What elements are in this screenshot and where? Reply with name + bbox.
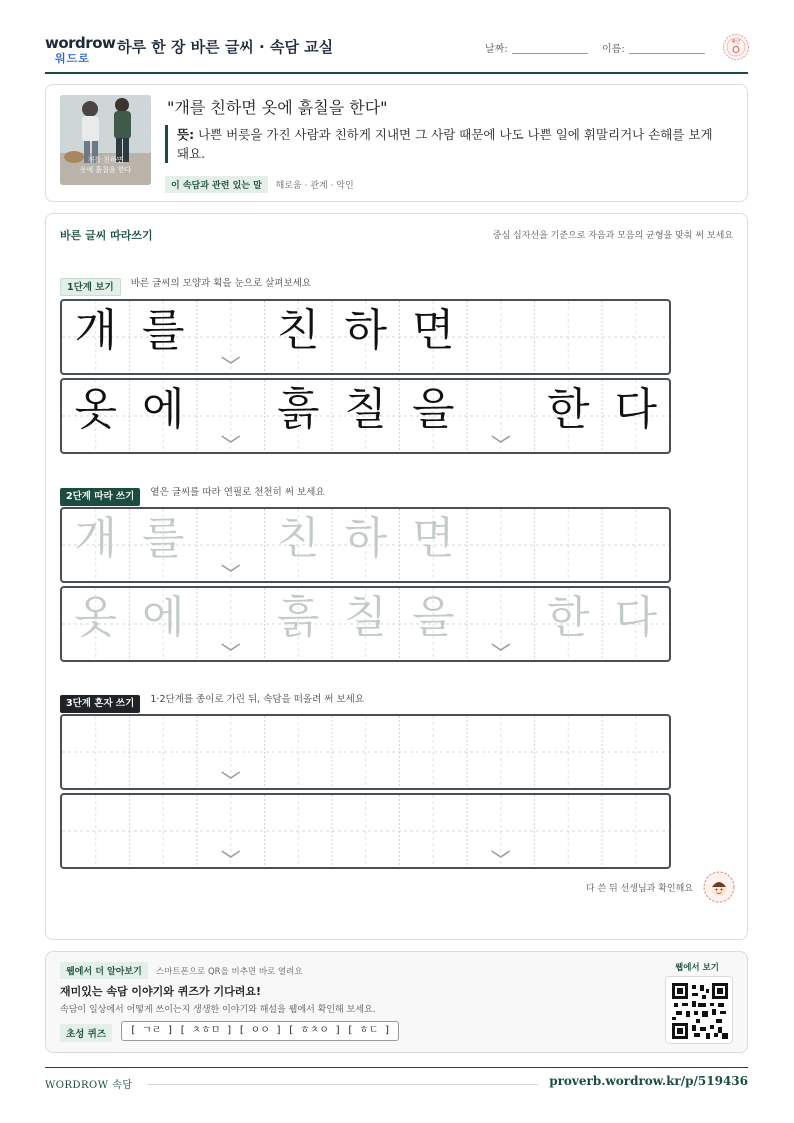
writing-cell[interactable]: 친 bbox=[276, 513, 320, 564]
writing-grid bbox=[62, 795, 669, 867]
writing-cell: 을 bbox=[411, 384, 455, 435]
writing-cell: 를 bbox=[141, 305, 185, 356]
logo-korean: 워드로 bbox=[55, 52, 90, 65]
qr-code[interactable] bbox=[665, 976, 733, 1044]
writing-cell: 칠 bbox=[344, 384, 387, 435]
meaning-text: 나쁜 버릇을 가진 사람과 친하게 지내면 그 사람 때문에 나도 나쁜 일에 휘말리거나 손해를 보게 돼요. bbox=[177, 127, 713, 161]
writing-cell: 면 bbox=[411, 305, 455, 356]
stage-2-row-1[interactable] bbox=[60, 507, 671, 583]
stage-2-row-2[interactable] bbox=[60, 586, 671, 662]
practice-card bbox=[45, 213, 748, 940]
stage-2-header bbox=[60, 484, 325, 502]
cover-title-line-1: 개를 친하면 bbox=[87, 156, 124, 164]
footer-divider bbox=[45, 1067, 748, 1068]
writing-cell: 옷 bbox=[74, 384, 117, 435]
date-blank[interactable] bbox=[512, 53, 588, 54]
chosung-quiz: [ ㄱㄹ ] [ ㅊㅎㅁ ] [ ㅇㅇ ] [ ㅎㅊㅇ ] [ ㅎㄷ ] bbox=[121, 1021, 399, 1041]
footer-url[interactable]: proverb.wordrow.kr/p/519436 bbox=[549, 1074, 748, 1088]
chosung-quiz-badge: 초성 퀴즈 bbox=[60, 1024, 112, 1042]
logo-wordmark: wordrow bbox=[45, 34, 116, 52]
writing-cell[interactable]: 를 bbox=[141, 513, 185, 564]
writing-cell: 에 bbox=[141, 384, 185, 435]
writing-cell[interactable]: 옷 bbox=[74, 592, 117, 643]
related-tags bbox=[165, 176, 354, 193]
svg-text:확인: 확인 bbox=[731, 40, 741, 45]
proverb-info-card bbox=[45, 84, 748, 202]
writing-cell[interactable]: 을 bbox=[411, 592, 455, 643]
stage-3-desc: 1·2단계를 종이로 가린 뒤, 속담을 떠올려 써 보세요 bbox=[150, 694, 365, 705]
check-stamp-icon bbox=[722, 33, 750, 61]
writing-cell: 흙 bbox=[276, 384, 320, 435]
footer-brand: WORDROW 속담 bbox=[45, 1080, 133, 1091]
page-header bbox=[45, 30, 748, 74]
stage-3-row-1[interactable] bbox=[60, 714, 671, 790]
writing-grid bbox=[62, 716, 669, 788]
practice-tip: 중심 십자선을 기준으로 자음과 모음의 균형을 맞춰 써 보세요 bbox=[492, 231, 733, 241]
practice-title: 바른 글씨 따라쓰기 bbox=[60, 229, 153, 242]
stage-2-badge: 2단계 따라 쓰기 bbox=[60, 488, 140, 506]
teacher-stamp-icon bbox=[703, 871, 735, 903]
web-headline: 재미있는 속담 이야기와 퀴즈가 기다려요! bbox=[60, 985, 261, 998]
related-badge: 이 속담과 관련 있는 말 bbox=[165, 176, 268, 193]
cover-title-line-2: 옷에 흙칠을 한다 bbox=[79, 166, 132, 174]
stage-1-row-2 bbox=[60, 378, 671, 454]
footer-rule bbox=[148, 1084, 538, 1085]
writing-cell: 하 bbox=[344, 305, 387, 356]
name-blank[interactable] bbox=[629, 53, 705, 54]
stage-1-header bbox=[60, 275, 311, 293]
web-hint: 스마트폰으로 QR을 비추면 바로 열려요 bbox=[156, 967, 303, 977]
writing-cell[interactable]: 면 bbox=[411, 513, 455, 564]
writing-cell[interactable]: 칠 bbox=[344, 592, 387, 643]
writing-cell[interactable]: 한 bbox=[546, 592, 590, 643]
date-field[interactable] bbox=[485, 40, 588, 55]
writing-cell[interactable]: 에 bbox=[141, 592, 185, 643]
writing-cell: 개 bbox=[74, 305, 117, 356]
book-cover-image bbox=[60, 95, 151, 185]
writing-cell[interactable]: 하 bbox=[344, 513, 387, 564]
name-label: 이름: bbox=[602, 44, 625, 55]
date-label: 날짜: bbox=[485, 44, 508, 55]
tag-list: 해로움 · 관계 · 악인 bbox=[275, 181, 354, 191]
stage-3-header bbox=[60, 691, 364, 709]
stage-2-desc: 옅은 글씨를 따라 연필로 천천히 써 보세요 bbox=[150, 487, 325, 498]
writing-cell[interactable]: 다 bbox=[614, 592, 657, 643]
writing-cell: 친 bbox=[276, 305, 320, 356]
page-title: 하루 한 장 바른 글씨 · 속담 교실 bbox=[117, 38, 334, 56]
stage-1-row-1 bbox=[60, 299, 671, 375]
proverb-title: "개를 친하면 옷에 흙칠을 한다" bbox=[167, 98, 388, 117]
stage-3-row-2[interactable] bbox=[60, 793, 671, 869]
meaning-label: 뜻: bbox=[177, 127, 195, 142]
qr-label: 웹에서 보기 bbox=[674, 963, 719, 973]
stage-1-badge: 1단계 보기 bbox=[60, 278, 121, 296]
web-more-badge: 웹에서 더 알아보기 bbox=[60, 962, 148, 979]
qr-code-icon bbox=[672, 983, 728, 1039]
web-more-card bbox=[45, 951, 748, 1053]
stage-3-badge: 3단계 혼자 쓰기 bbox=[60, 695, 140, 713]
wordrow-logo[interactable] bbox=[45, 34, 116, 66]
writing-cell: 한 bbox=[546, 384, 590, 435]
writing-cell[interactable]: 흙 bbox=[276, 592, 320, 643]
web-description: 속담이 일상에서 어떻게 쓰이는지 생생한 이야기와 해설을 웹에서 확인해 보세요. bbox=[60, 1005, 376, 1015]
proverb-meaning bbox=[165, 125, 725, 163]
writing-cell[interactable]: 개 bbox=[74, 513, 117, 564]
name-field[interactable] bbox=[602, 40, 705, 55]
writing-cell: 다 bbox=[614, 384, 657, 435]
done-note: 다 쓴 뒤 선생님과 확인해요 bbox=[585, 884, 693, 894]
stage-1-desc: 바른 글씨의 모양과 획을 눈으로 살펴보세요 bbox=[130, 278, 312, 289]
